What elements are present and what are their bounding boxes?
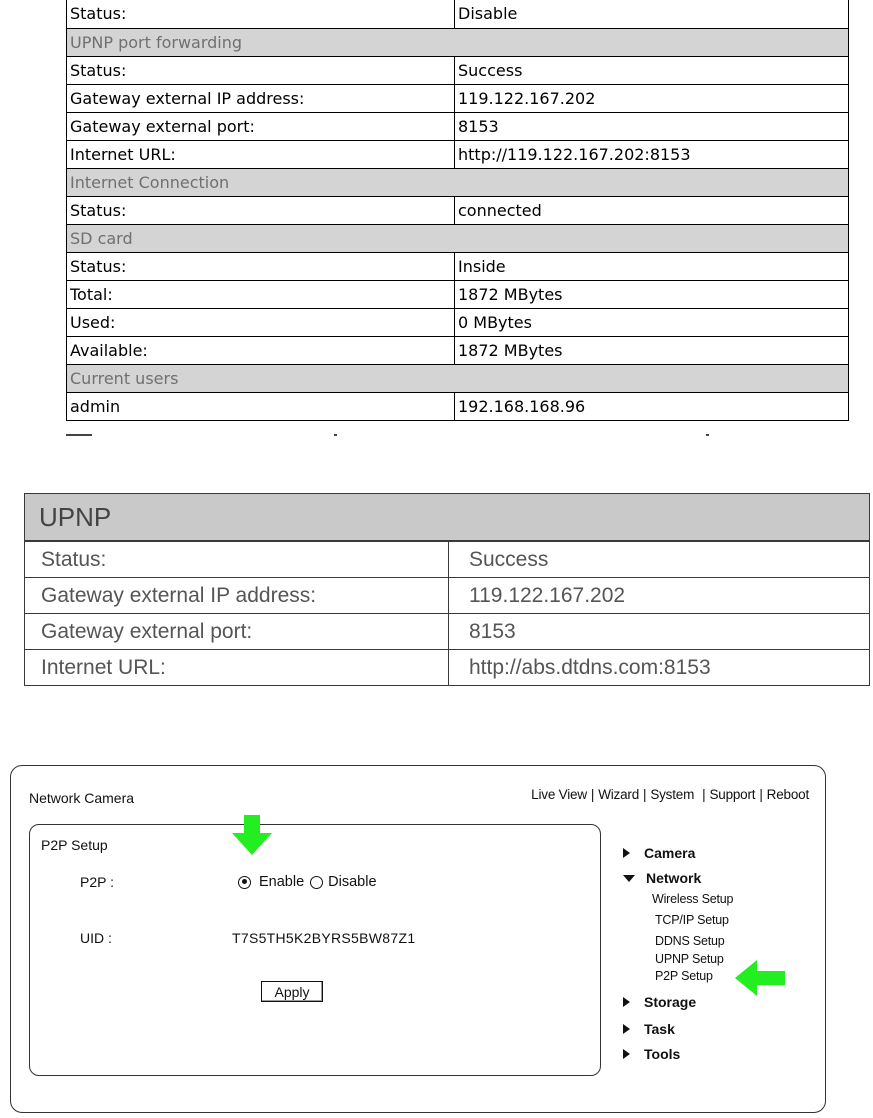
row-label: Status:: [67, 0, 455, 28]
row-label: Status:: [67, 57, 455, 84]
row-value: 8153: [469, 620, 516, 643]
table-row: [67, 56, 848, 84]
nav-live-view[interactable]: Live View: [531, 787, 587, 802]
nav-separator: |: [702, 787, 706, 802]
row-value: 1872 MBytes: [458, 341, 563, 360]
table-row: [67, 280, 848, 308]
nav-wizard[interactable]: Wizard: [598, 787, 640, 802]
nav-support[interactable]: Support: [709, 787, 756, 802]
row-value: Inside: [458, 257, 506, 276]
row-value: http://119.122.167.202:8153: [458, 145, 691, 164]
green-down-arrow-icon: [230, 815, 274, 857]
nav-separator: |: [759, 787, 763, 802]
table-row: [67, 196, 848, 224]
table-row: [25, 577, 869, 613]
table-row: [67, 252, 848, 280]
menu-task[interactable]: [623, 1021, 675, 1037]
network-camera-window: [10, 765, 826, 1113]
p2p-label: P2P :: [80, 874, 114, 890]
menu-camera[interactable]: [623, 845, 695, 861]
row-label: Status:: [25, 542, 449, 577]
expand-arrow-icon: [623, 1024, 630, 1034]
menu-tcpip-setup[interactable]: TCP/IP Setup: [655, 913, 729, 927]
row-label: Used:: [67, 309, 455, 336]
uid-value: T7S5TH5K2BYRS5BW87Z1: [232, 930, 416, 946]
disable-label[interactable]: Disable: [328, 874, 377, 890]
table-row: [25, 541, 869, 577]
table-row: [25, 649, 869, 685]
row-label: Gateway external port:: [25, 614, 449, 649]
top-nav: [531, 787, 809, 802]
row-value: 8153: [458, 117, 499, 136]
apply-button[interactable]: Apply: [261, 981, 323, 1002]
menu-p2p-setup[interactable]: P2P Setup: [655, 969, 713, 983]
menu-storage[interactable]: [623, 994, 696, 1010]
section-title: Current users: [70, 369, 179, 388]
nav-reboot[interactable]: Reboot: [766, 787, 809, 802]
row-value: 0 MBytes: [458, 313, 532, 332]
row-value: connected: [458, 201, 542, 220]
expand-arrow-icon: [623, 1049, 630, 1059]
menu-tools[interactable]: [623, 1046, 680, 1062]
enable-radio[interactable]: [238, 876, 251, 889]
app-title: Network Camera: [29, 790, 135, 806]
upnp-table: [24, 493, 870, 686]
cut-text-fragment: [66, 434, 726, 436]
menu-tools-label: Tools: [644, 1046, 681, 1062]
row-value: 192.168.168.96: [458, 397, 586, 416]
p2p-radio-group: [238, 874, 383, 890]
section-header: [67, 224, 848, 252]
nav-separator: |: [643, 787, 647, 802]
row-label: Internet URL:: [67, 141, 455, 168]
table-row: [67, 140, 848, 168]
row-label: admin: [67, 393, 455, 420]
expand-arrow-icon: [623, 997, 630, 1007]
menu-storage-label: Storage: [644, 994, 697, 1010]
menu-ddns-setup[interactable]: DDNS Setup: [655, 934, 725, 948]
table-row: [67, 112, 848, 140]
row-label: Gateway external IP address:: [25, 578, 449, 613]
menu-wireless-setup[interactable]: Wireless Setup: [652, 892, 734, 906]
table-row: [67, 0, 848, 28]
row-value: http://abs.dtdns.com:8153: [469, 656, 711, 679]
nav-separator: |: [590, 787, 595, 802]
uid-label: UID :: [80, 930, 112, 946]
menu-camera-label: Camera: [644, 845, 696, 861]
section-header: [67, 364, 848, 392]
status-table: [66, 0, 849, 421]
row-label: Gateway external IP address:: [67, 85, 455, 112]
section-header: [67, 28, 848, 56]
enable-label[interactable]: Enable: [259, 874, 305, 890]
p2p-setup-panel: [29, 824, 601, 1076]
menu-network-label: Network: [646, 870, 702, 886]
section-title: Internet Connection: [70, 173, 230, 192]
table-row: [67, 308, 848, 336]
row-value: 119.122.167.202: [458, 89, 596, 108]
green-left-arrow-icon: [735, 960, 787, 996]
row-value: 119.122.167.202: [469, 584, 626, 607]
collapse-arrow-icon: [623, 875, 635, 882]
expand-arrow-icon: [623, 848, 630, 858]
row-label: Gateway external port:: [67, 113, 455, 140]
row-value: Disable: [458, 4, 518, 23]
section-title: SD card: [70, 229, 133, 248]
row-value: 1872 MBytes: [458, 285, 563, 304]
row-label: Status:: [67, 253, 455, 280]
table-row: [67, 392, 848, 420]
nav-system[interactable]: System: [650, 787, 695, 802]
table-row: [25, 613, 869, 649]
row-label: Total:: [67, 281, 455, 308]
menu-network[interactable]: [623, 870, 701, 886]
section-header: [67, 168, 848, 196]
menu-upnp-setup[interactable]: UPNP Setup: [655, 952, 724, 966]
row-label: Available:: [67, 337, 455, 364]
panel-title: P2P Setup: [41, 837, 108, 853]
table-row: [67, 84, 848, 112]
upnp-table-header: UPNP: [25, 494, 869, 541]
row-label: Status:: [67, 197, 455, 224]
row-value: Success: [469, 548, 549, 571]
section-title: UPNP port forwarding: [70, 33, 243, 52]
menu-task-label: Task: [644, 1021, 675, 1037]
disable-radio[interactable]: [310, 876, 323, 889]
row-label: Internet URL:: [25, 650, 449, 685]
row-value: Success: [458, 61, 523, 80]
table-row: [67, 336, 848, 364]
